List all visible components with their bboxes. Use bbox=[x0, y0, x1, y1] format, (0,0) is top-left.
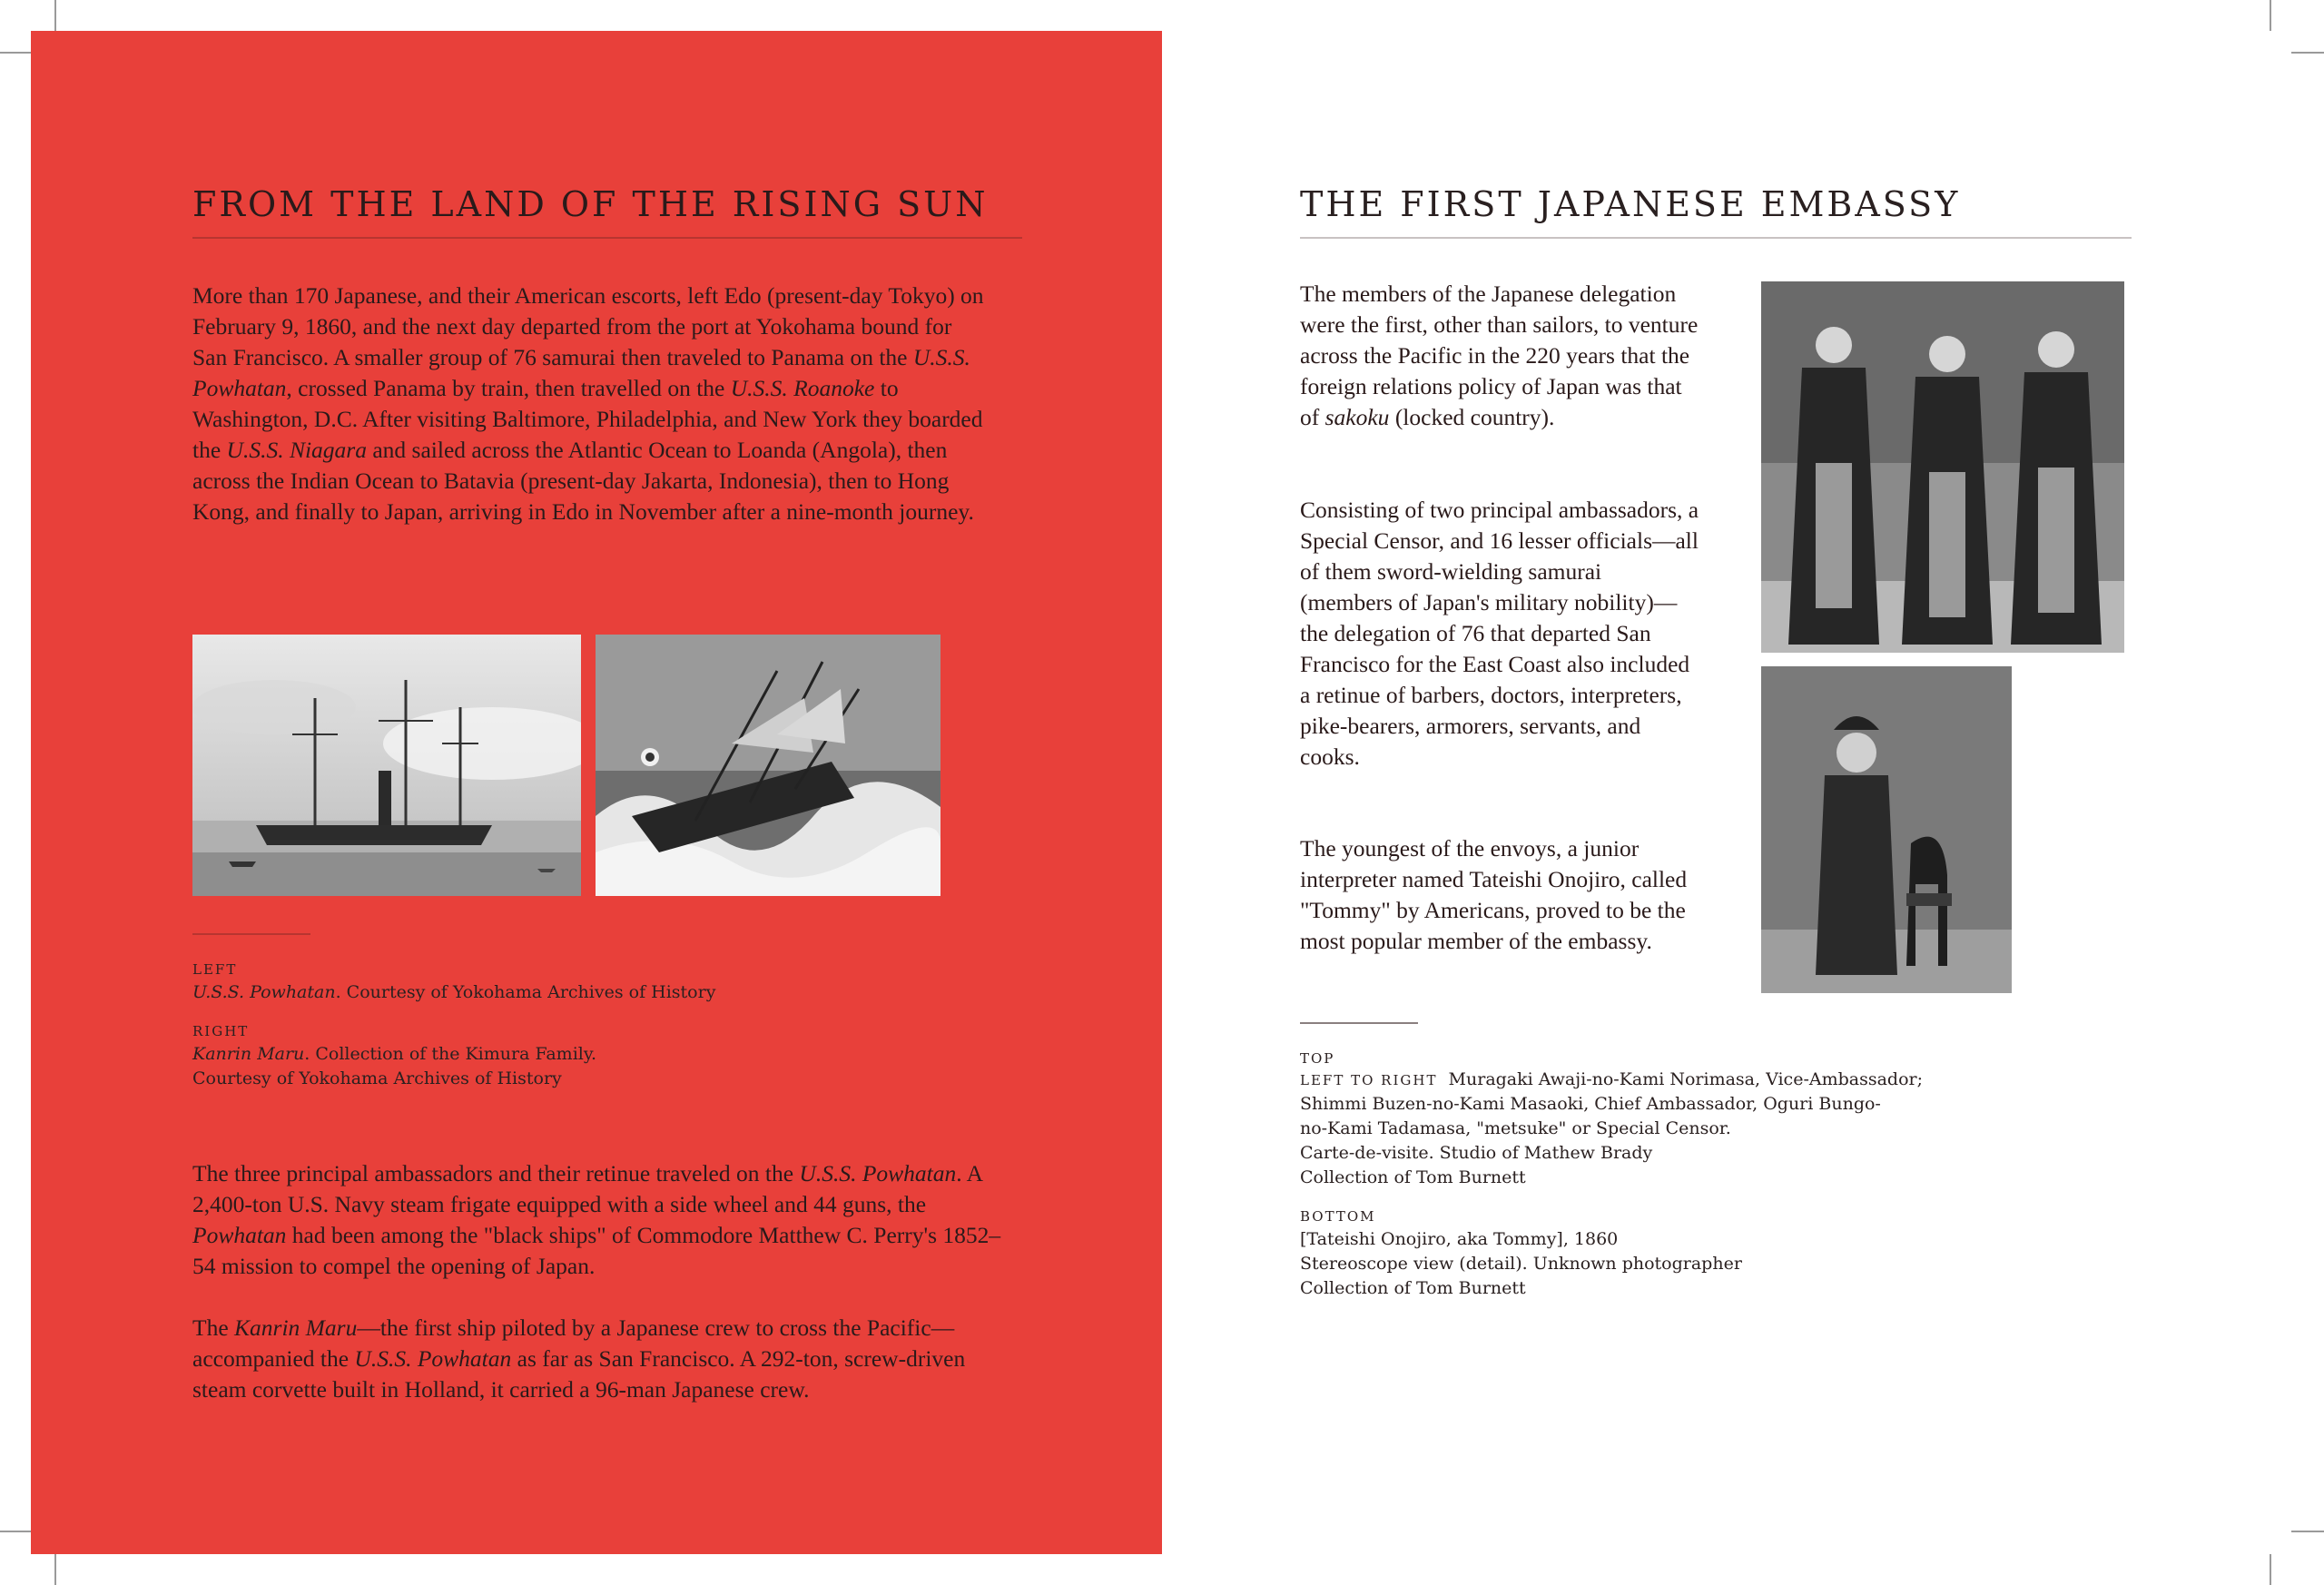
three-envoys-photo bbox=[1761, 281, 2124, 653]
left-intro-paragraph: More than 170 Japanese, and their American escorts, left Edo (present-day Tokyo) on February 9, 1860, and the next day departed from the port at Yokohama bound for San Francisco. A smaller group of 76 samurai then traveled to Panama on the U.S.S. Powhatan, crossed Panama by train, then travelled on the U.S.S. Roanoke to Washington, D.C. After visiting Baltimore, Philadelphia, and New York they boarded the U.S.S. Niagara and sailed across the Atlantic Ocean to Loanda (Angola), then across the Indian Ocean to Batavia (present-day Jakarta, Indonesia), then to Hong Kong, and finally to Japan, arriving in Edo in November after a nine-month journey. bbox=[192, 282, 984, 525]
left-caption-rule bbox=[192, 933, 310, 935]
crop-mark bbox=[2270, 0, 2271, 31]
crop-mark bbox=[2291, 52, 2324, 54]
tommy-portrait-photo bbox=[1761, 666, 2012, 993]
right-caption-rule bbox=[1300, 1022, 1418, 1024]
caption-left-text: U.S.S. Powhatan. Courtesy of Yokohama Archives of History bbox=[192, 982, 716, 1002]
crop-mark bbox=[2291, 1531, 2324, 1532]
caption-left-label: LEFT bbox=[192, 961, 238, 978]
delegation-paragraph: Consisting of two principal ambassadors, a Special Censor, and 16 lesser officials—all of them sword-wielding samurai (members of Japan's military nobility)—the delegation of 76 that departed San Francisco for the East Coast also included a retinue of barbers, doctors, interpreters, pike-bearers, armorers, servants, and cooks. bbox=[1300, 497, 1699, 770]
right-heading-rule bbox=[1300, 237, 2132, 239]
caption-top-sublabel: LEFT TO RIGHT bbox=[1300, 1072, 1438, 1088]
tommy-paragraph: The youngest of the envoys, a junior interpreter named Tateishi Onojiro, called "Tommy" by Americans, proved to be the most popular member of the embassy. bbox=[1300, 835, 1688, 954]
caption-bottom-text: [Tateishi Onojiro, aka Tommy], 1860 Stereoscope view (detail). Unknown photographer Collection of Tom Burnett bbox=[1300, 1229, 1742, 1298]
caption-right-label: RIGHT bbox=[192, 1023, 250, 1039]
kanrin-maru-paragraph: The Kanrin Maru—the first ship piloted by a Japanese crew to cross the Pacific—accompanied the U.S.S. Powhatan as far as San Francisco. A 292-ton, screw-driven steam corvette built in Holland, it carried a 96-man Japanese crew. bbox=[192, 1314, 966, 1403]
crop-mark bbox=[2270, 1554, 2271, 1585]
right-intro-paragraph: The members of the Japanese delegation were the first, other than sailors, to venture across the Pacific in the 220 years that the foreign relations policy of Japan was that of sakoku (locked country). bbox=[1300, 281, 1699, 430]
crop-mark bbox=[54, 1554, 56, 1585]
right-page-heading: THE FIRST JAPANESE EMBASSY bbox=[1300, 184, 1961, 224]
crop-mark bbox=[0, 52, 33, 54]
caption-top-text: LEFT TO RIGHT Muragaki Awaji-no-Kami Norimasa, Vice-Ambassador; Shimmi Buzen-no-Kami Masaoki, Chief Ambassador, Oguri Bungo- no-Kami Tadamasa, "metsuke" or Special Censor. Carte-de-visite. Studio of Mathew Brady Collection of Tom Burnett bbox=[1300, 1069, 1924, 1187]
left-page-heading: FROM THE LAND OF THE RISING SUN bbox=[192, 184, 989, 224]
caption-top-label: TOP bbox=[1300, 1050, 1335, 1067]
powhatan-ship-photo bbox=[192, 635, 581, 896]
caption-bottom-label: BOTTOM bbox=[1300, 1208, 1376, 1225]
kanrin-maru-ship-photo bbox=[596, 635, 940, 896]
caption-right-text: Kanrin Maru. Collection of the Kimura Family. Courtesy of Yokohama Archives of History bbox=[192, 1044, 597, 1088]
crop-mark bbox=[54, 0, 56, 31]
powhatan-paragraph: The three principal ambassadors and their retinue traveled on the U.S.S. Powhatan. A 2,400-ton U.S. Navy steam frigate equipped with a side wheel and 44 guns, the Powhatan had been among the "black ships" of Commodore Matthew C. Perry's 1852–54 mission to compel the opening of Japan. bbox=[192, 1160, 1001, 1279]
left-heading-rule bbox=[192, 237, 1022, 239]
crop-mark bbox=[0, 1531, 33, 1532]
